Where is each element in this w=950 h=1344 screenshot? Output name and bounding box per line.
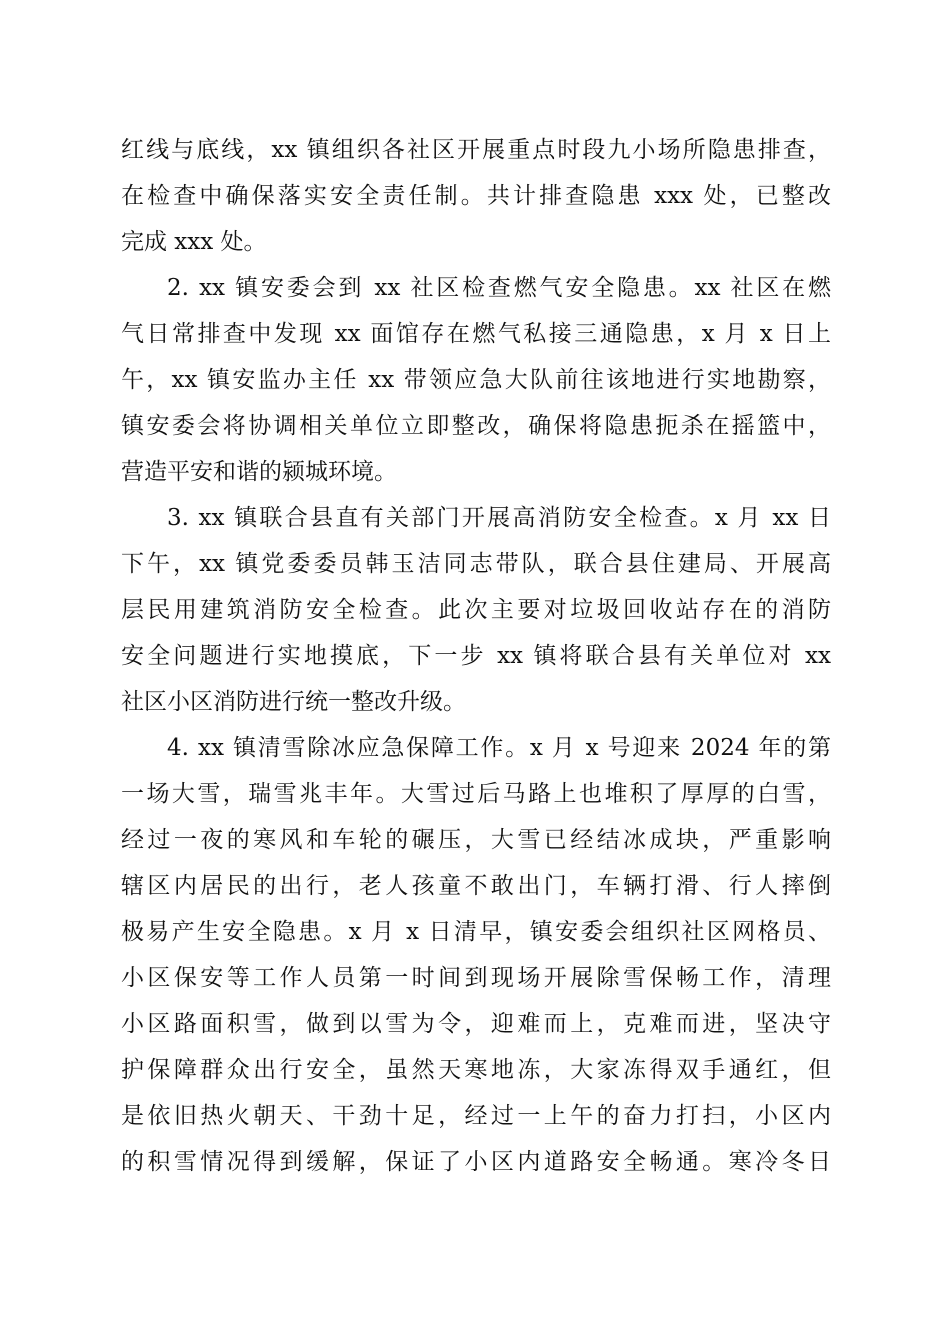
text-line: 安全问题进行实地摸底，下一步 xx 镇将联合县有关单位对 xx (121, 643, 831, 669)
paragraph-continuation (121, 127, 831, 265)
document-body (121, 127, 831, 1185)
text-line: 一场大雪，瑞雪兆丰年。大雪过后马路上也堆积了厚厚的白雪， (121, 781, 831, 807)
paragraph-item-4 (121, 725, 831, 1185)
text-line: 经过一夜的寒风和车轮的碾压，大雪已经结冰成块，严重影响 (121, 827, 831, 853)
text-line: 的积雪情况得到缓解，保证了小区内道路安全畅通。寒冷冬日 (121, 1149, 831, 1175)
text-line: 层民用建筑消防安全检查。此次主要对垃圾回收站存在的消防 (121, 597, 831, 623)
text-line: 4. xx 镇清雪除冰应急保障工作。x 月 x 号迎来 2024 年的第 (167, 735, 831, 761)
text-line: 2. xx 镇安委会到 xx 社区检查燃气安全隐患。xx 社区在燃 (167, 275, 831, 301)
text-line: 是依旧热火朝天、干劲十足，经过一上午的奋力打扫，小区内 (121, 1103, 831, 1129)
text-line: 完成 xxx 处。 (121, 229, 267, 255)
text-line: 在检查中确保落实安全责任制。共计排查隐患 xxx 处，已整改 (121, 183, 831, 209)
text-line: 红线与底线，xx 镇组织各社区开展重点时段九小场所隐患排查， (121, 137, 831, 163)
paragraph-item-3 (121, 495, 831, 725)
text-line: 午，xx 镇安监办主任 xx 带领应急大队前往该地进行实地勘察， (121, 367, 831, 393)
text-line: 气日常排查中发现 xx 面馆存在燃气私接三通隐患，x 月 x 日上 (121, 321, 831, 347)
paragraph-item-2 (121, 265, 831, 495)
text-line: 下午，xx 镇党委委员韩玉洁同志带队，联合县住建局、开展高 (121, 551, 831, 577)
text-line: 3. xx 镇联合县直有关部门开展高消防安全检查。x 月 xx 日 (167, 505, 831, 531)
text-line: 极易产生安全隐患。x 月 x 日清早，镇安委会组织社区网格员、 (121, 919, 831, 945)
text-line: 辖区内居民的出行，老人孩童不敢出门，车辆打滑、行人摔倒 (121, 873, 831, 899)
text-line: 社区小区消防进行统一整改升级。 (121, 689, 466, 715)
text-line: 小区路面积雪，做到以雪为令，迎难而上，克难而进，坚决守 (121, 1011, 831, 1037)
text-line: 护保障群众出行安全，虽然天寒地冻，大家冻得双手通红，但 (121, 1057, 831, 1083)
text-line: 营造平安和谐的颍城环境。 (121, 459, 397, 485)
text-line: 镇安委会将协调相关单位立即整改，确保将隐患扼杀在摇篮中， (121, 413, 831, 439)
text-line: 小区保安等工作人员第一时间到现场开展除雪保畅工作，清理 (121, 965, 831, 991)
